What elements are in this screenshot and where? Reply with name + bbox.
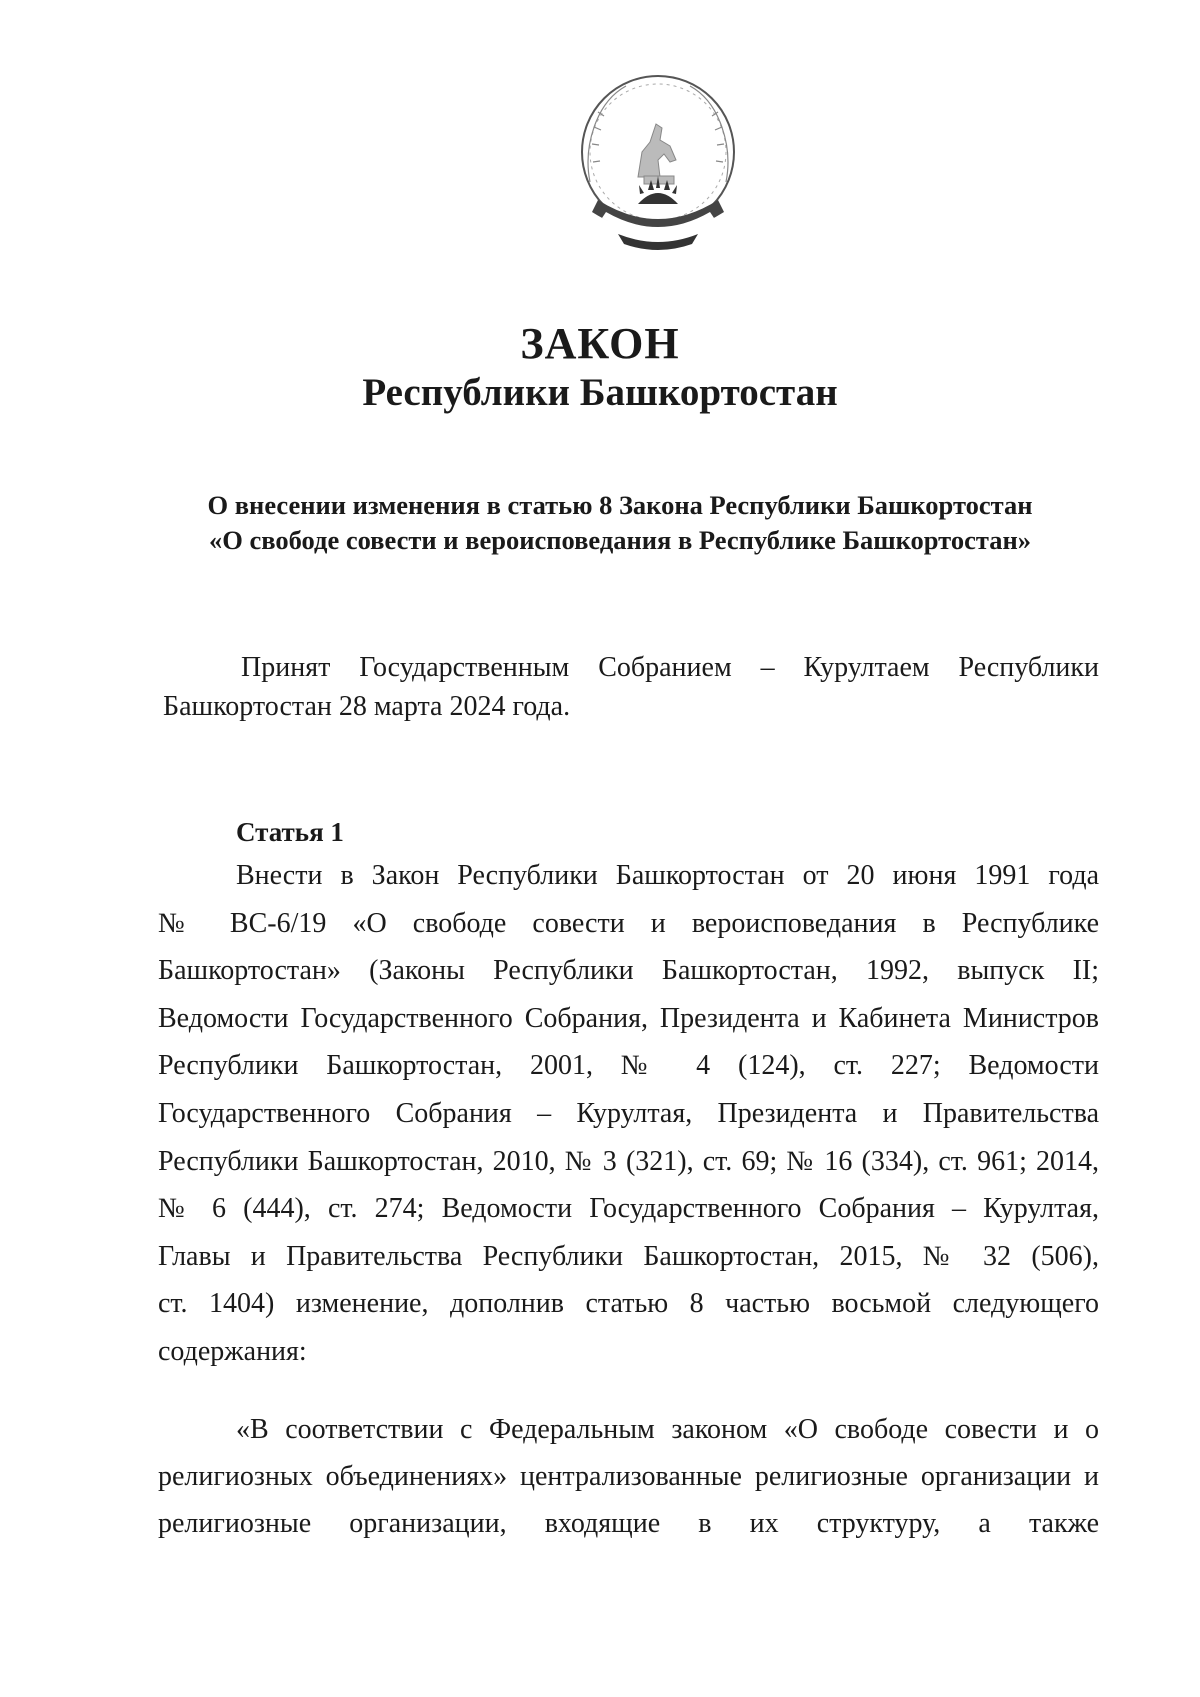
- subject-line: О внесении изменения в статью 8 Закона Республики Башкортостан: [207, 490, 1033, 520]
- article-paragraph: [158, 852, 1099, 1376]
- paragraph-line: «В соответствии с Федеральным законом «О свободе совести и о: [236, 1414, 1099, 1445]
- subject-line: «О свободе совести и вероисповедания в Республике Башкортостан»: [209, 525, 1031, 555]
- paragraph-line: Главы и Правительства Республики Башкортостан, 2015, № 32 (506),: [158, 1240, 1099, 1272]
- coat-of-arms-emblem: [568, 72, 748, 262]
- paragraph-line: Башкортостан» (Законы Республики Башкортостан, 1992, выпуск II;: [158, 955, 1099, 987]
- adoption-note: [163, 648, 1099, 726]
- paragraph-line: № 6 (444), ст. 274; Ведомости Государственного Собрания – Курултая,: [158, 1193, 1099, 1225]
- adoption-line: Башкортостан 28 марта 2024 года.: [163, 691, 571, 722]
- paragraph-line: содержания:: [158, 1335, 307, 1367]
- paragraph-line: религиозных объединениях» централизованные религиозные организации и: [158, 1461, 1099, 1492]
- quoted-paragraph: [158, 1406, 1099, 1547]
- paragraph-line: Государственного Собрания – Курултая, Президента и Правительства: [158, 1097, 1099, 1129]
- law-subtitle: Республики Башкортостан: [362, 371, 838, 414]
- adoption-line: Принят Государственным Собранием – Курултаем Республики: [241, 652, 1099, 683]
- article-heading: Статья 1: [236, 817, 344, 847]
- paragraph-line: Внести в Закон Республики Башкортостан от 20 июня 1991 года: [236, 860, 1099, 891]
- paragraph-line: Ведомости Государственного Собрания, Президента и Кабинета Министров: [158, 1002, 1099, 1034]
- paragraph-line: Республики Башкортостан, 2010, № 3 (321), ст. 69; № 16 (334), ст. 961; 2014,: [158, 1145, 1099, 1177]
- law-subject-heading: [160, 488, 1080, 558]
- paragraph-line: № ВС-6/19 «О свободе совести и вероисповедания в Республике: [158, 907, 1099, 939]
- paragraph-line: ст. 1404) изменение, дополнив статью 8 частью восьмой следующего: [158, 1288, 1099, 1320]
- paragraph-line: Республики Башкортостан, 2001, № 4 (124), ст. 227; Ведомости: [158, 1050, 1099, 1082]
- paragraph-line: религиозные организации, входящие в их структуру, а также: [158, 1508, 1099, 1539]
- law-title: ЗАКОН: [520, 319, 680, 368]
